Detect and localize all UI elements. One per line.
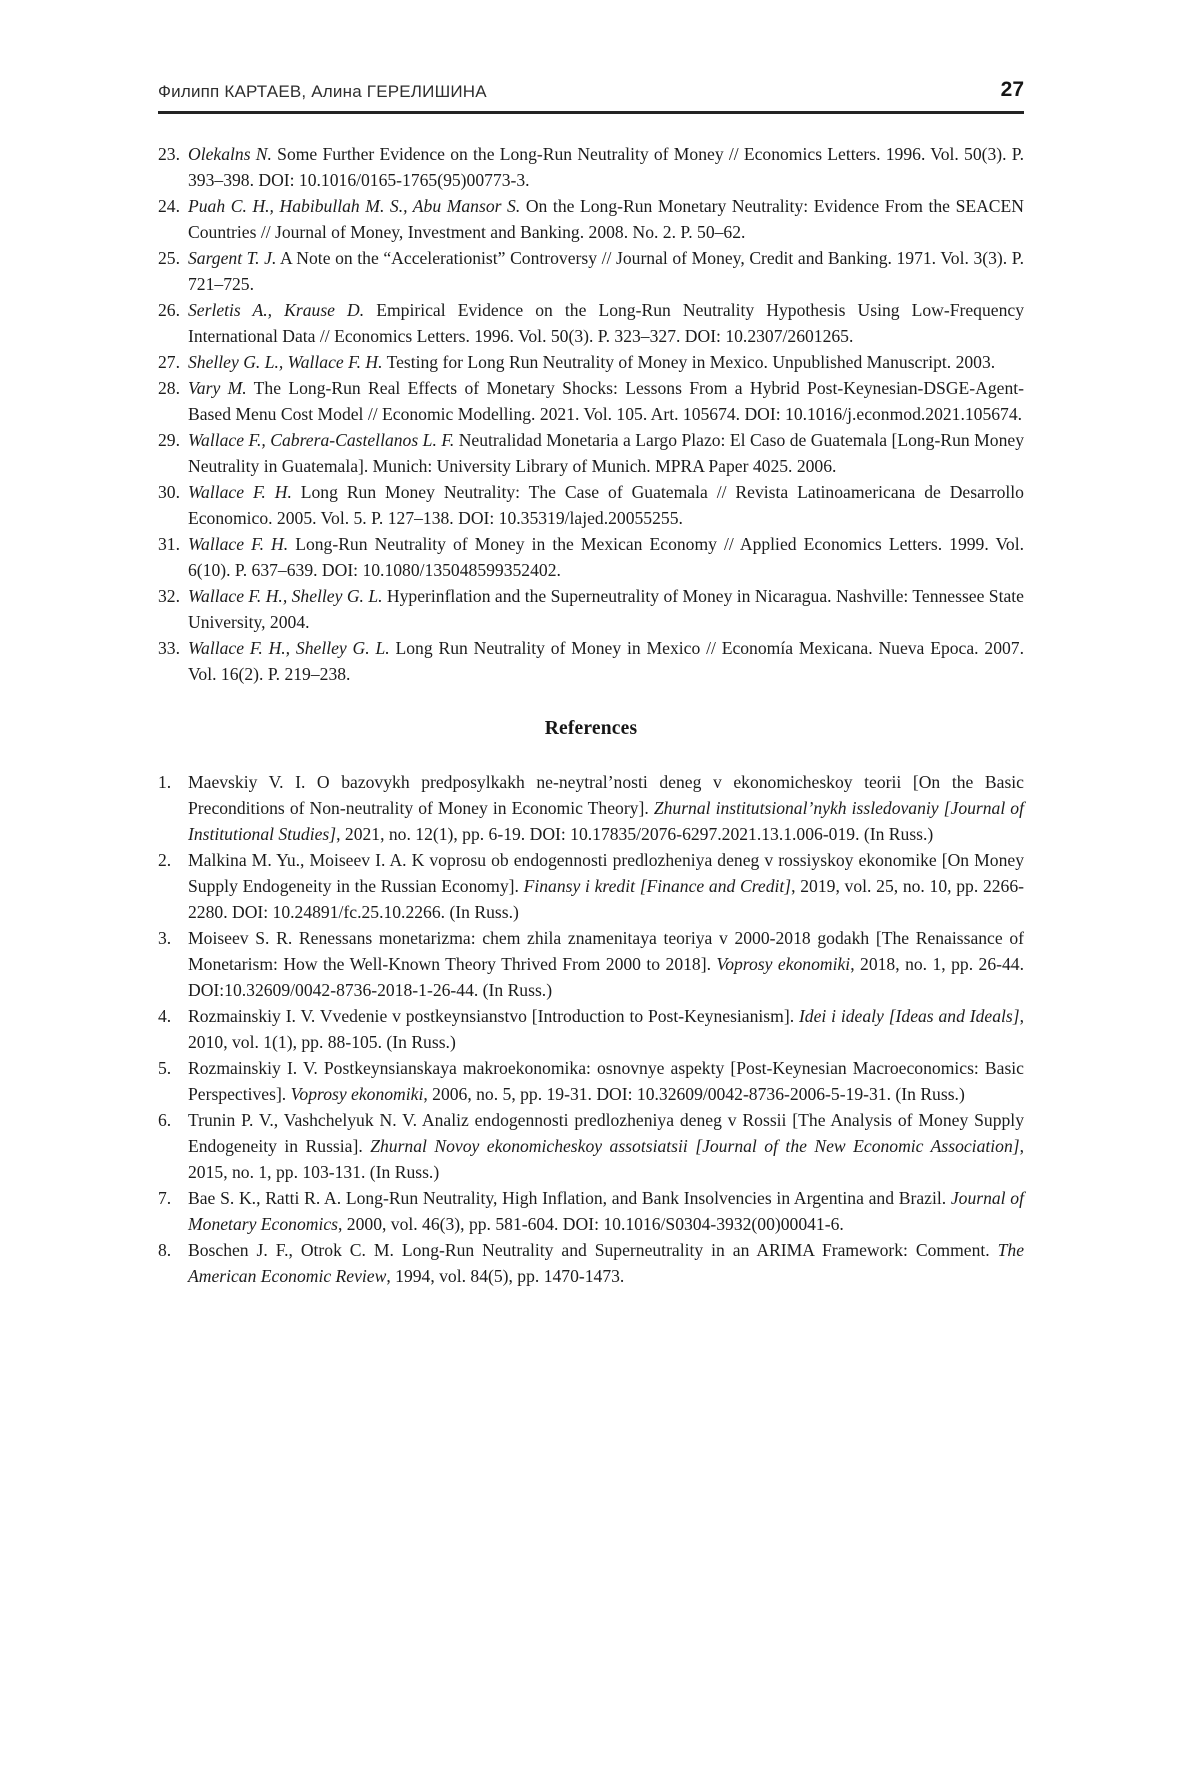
bibliography-list [158,141,1024,687]
reference-item [158,583,1024,635]
reference-number: 27. [158,352,180,372]
reference-number: 23. [158,144,180,164]
reference-number: 28. [158,378,180,398]
reference-number: 29. [158,430,180,450]
reference-item [158,531,1024,583]
reference-item [158,245,1024,297]
reference-number: 25. [158,248,180,268]
reference-number: 31. [158,534,180,554]
reference-number: 1. [158,772,172,792]
reference-item [158,193,1024,245]
reference-text: Wallace F. H., Shelley G. L. Hyperinflation and the Superneutrality of Money in Nicaragua. Nashville: Tennessee State University, 2004. [188,586,1024,632]
reference-text: Wallace F., Cabrera-Castellanos L. F. Neutralidad Monetaria a Largo Plazo: El Caso de Guatemala [Long-Run Money Neutrality in Guatemala]. Munich: University Library of Munich. MPRA Paper 4025. 2006. [188,430,1024,476]
reference-text: Puah C. H., Habibullah M. S., Abu Mansor S. On the Long-Run Monetary Neutrality: Evidence From the SEACEN Countries // Journal of Money, Investment and Banking. 2008. No. 2. P. 50–62. [188,196,1024,242]
reference-item [158,1237,1024,1289]
reference-number: 3. [158,928,172,948]
reference-text: Vary M. The Long-Run Real Effects of Monetary Shocks: Lessons From a Hybrid Post-Keynesian-DSGE-Agent-Based Menu Cost Model // Economic Modelling. 2021. Vol. 105. Art. 105674. DOI: 10.1016/j.econmod.2021.105674. [188,378,1025,424]
reference-number: 5. [158,1058,172,1078]
reference-item [158,1107,1024,1185]
reference-text: Olekalns N. Some Further Evidence on the Long-Run Neutrality of Money // Economics Letters. 1996. Vol. 50(3). P. 393–398. DOI: 10.1016/0165-1765(95)00773-3. [188,144,1024,190]
reference-number: 6. [158,1110,172,1130]
reference-text: Serletis A., Krause D. Empirical Evidence on the Long-Run Neutrality Hypothesis Using Low-Frequency International Data // Economics Letters. 1996. Vol. 50(3). P. 323–327. DOI: 10.2307/2601265. [188,300,1024,346]
references-heading: References [544,718,638,739]
reference-number: 26. [158,300,180,320]
reference-number: 7. [158,1188,172,1208]
reference-number: 2. [158,850,172,870]
reference-number: 32. [158,586,180,606]
reference-text: Wallace F. H. Long Run Money Neutrality: The Case of Guatemala // Revista Latinoamericana de Desarrollo Economico. 2005. Vol. 5. P. 127–138. DOI: 10.35319/lajed.20055255. [188,482,1024,528]
reference-text: Moiseev S. R. Renessans monetarizma: chem zhila znamenitaya teoriya v 2000-2018 godakh [The Renaissance of Monetarism: How the Well-Known Theory Thrived From 2000 to 2018]. Voprosy ekonomiki, 2018, no. 1, pp. 26-44. DOI:10.32609/0042-8736-2018-1-26-44. (In Russ.) [188,928,1024,1000]
reference-text: Maevskiy V. I. O bazovykh predposylkakh ne-neytral’nosti deneg v ekonomicheskoy teorii [On the Basic Preconditions of Non-neutrality of Money in Economic Theory]. Zhurnal institutsional’nykh issledovaniy [Journal of Institutional Studies], 2021, no. 12(1), pp. 6-19. DOI: 10.17835/2076-6297.2021.13.1.006-019. (In Russ.) [188,772,1024,844]
reference-item [158,1055,1024,1107]
reference-item [158,375,1024,427]
page-content [158,141,1024,1289]
reference-text: Malkina M. Yu., Moiseev I. A. K voprosu ob endogennosti predlozheniya deneg v rossiyskoy ekonomike [On Money Supply Endogeneity in the Russian Economy]. Finansy i kredit [Finance and Credit], 2019, vol. 25, no. 10, pp. 2266-2280. DOI: 10.24891/fc.25.10.2266. (In Russ.) [188,850,1024,922]
reference-item [158,635,1024,687]
reference-number: 30. [158,482,180,502]
reference-item [158,297,1024,349]
header-authors: Филипп КАРТАЕВ, Алина ГЕРЕЛИШИНА [158,82,487,101]
reference-text: Sargent T. J. A Note on the “Accelerationist” Controversy // Journal of Money, Credit and Banking. 1971. Vol. 3(3). P. 721–725. [188,248,1024,294]
reference-item [158,141,1024,193]
reference-number: 8. [158,1240,172,1260]
reference-item [158,1003,1024,1055]
references-list [158,769,1024,1289]
reference-text: Rozmainskiy I. V. Vvedenie v postkeynsianstvo [Introduction to Post-Keynesianism]. Idei i idealy [Ideas and Ideals], 2010, vol. 1(1), pp. 88-105. (In Russ.) [188,1006,1024,1052]
page-header [158,78,1024,114]
reference-item [158,427,1024,479]
reference-text: Wallace F. H. Long-Run Neutrality of Money in the Mexican Economy // Applied Economics Letters. 1999. Vol. 6(10). P. 637–639. DOI: 10.1080/135048599352402. [188,534,1024,580]
reference-item [158,925,1024,1003]
reference-text: Boschen J. F., Otrok C. M. Long-Run Neutrality and Superneutrality in an ARIMA Framework: Comment. The American Economic Review, 1994, vol. 84(5), pp. 1470-1473. [188,1240,1024,1286]
page-number: 27 [1000,78,1024,101]
reference-item [158,769,1024,847]
reference-text: Trunin P. V., Vashchelyuk N. V. Analiz endogennosti predlozheniya deneg v Rossii [The Analysis of Money Supply Endogeneity in Russia]. Zhurnal Novoy ekonomicheskoy assotsiatsii [Journal of the New Economic Association], 2015, no. 1, pp. 103-131. (In Russ.) [188,1110,1024,1182]
reference-number: 24. [158,196,180,216]
reference-item [158,479,1024,531]
reference-text: Wallace F. H., Shelley G. L. Long Run Neutrality of Money in Mexico // Economía Mexicana. Nueva Epoca. 2007. Vol. 16(2). P. 219–238. [188,638,1024,684]
reference-text: Rozmainskiy I. V. Postkeynsianskaya makroekonomika: osnovnye aspekty [Post-Keynesian Macroeconomics: Basic Perspectives]. Voprosy ekonomiki, 2006, no. 5, pp. 19-31. DOI: 10.32609/0042-8736-2006-5-19-31. (In Russ.) [188,1058,1024,1104]
reference-item [158,1185,1024,1237]
reference-item [158,349,1024,375]
reference-text: Shelley G. L., Wallace F. H. Testing for Long Run Neutrality of Money in Mexico. Unpublished Manuscript. 2003. [188,352,996,372]
reference-number: 4. [158,1006,172,1026]
reference-text: Bae S. K., Ratti R. A. Long-Run Neutrality, High Inflation, and Bank Insolvencies in Argentina and Brazil. Journal of Monetary Economics, 2000, vol. 46(3), pp. 581-604. DOI: 10.1016/S0304-3932(00)00041-6. [188,1188,1024,1234]
reference-item [158,847,1024,925]
reference-number: 33. [158,638,180,658]
